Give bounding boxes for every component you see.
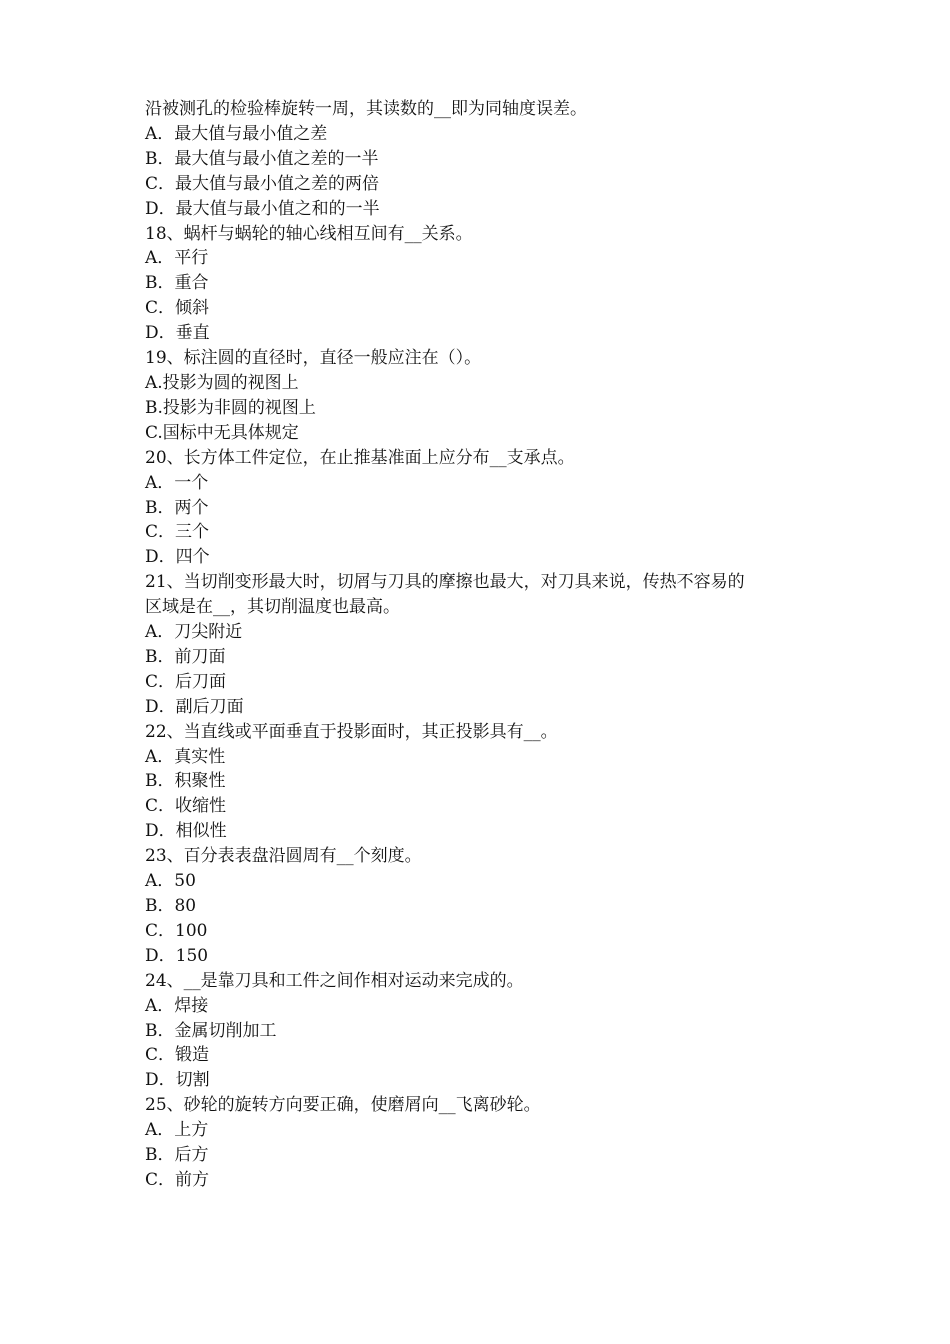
- option-24-a: A．焊接: [145, 995, 209, 1016]
- option-23-d: D．150: [145, 945, 209, 966]
- option-18-a: A．平行: [145, 248, 209, 269]
- question-21-line-2: 区域是在__，其切削温度也最高。: [145, 597, 400, 618]
- option-24-b: B．金属切削加工: [145, 1020, 277, 1041]
- option-21-a: A．刀尖附近: [145, 622, 243, 643]
- question-17-stem-tail: 沿被测孔的检验棒旋转一周，其读数的__即为同轴度误差。: [145, 99, 587, 119]
- option-18-c: C．倾斜: [145, 298, 210, 319]
- option-24-c: C．锻造: [145, 1045, 210, 1066]
- option-18-d: D．垂直: [145, 323, 210, 344]
- option-19-c: C.国标中无具体规定: [145, 422, 299, 443]
- option-20-b: B．两个: [145, 497, 209, 518]
- option-23-b: B．80: [145, 896, 197, 916]
- question-20: 20、长方体工件定位，在止推基准面上应分布__支承点。: [145, 447, 575, 468]
- option-20-d: D．四个: [145, 547, 210, 568]
- option-22-b: B．积聚性: [145, 771, 226, 792]
- option-22-d: D．相似性: [145, 821, 227, 842]
- document-page: [145, 97, 835, 1193]
- option-17-a: A．最大值与最小值之差: [145, 123, 328, 144]
- question-18: 18、蜗杆与蜗轮的轴心线相互间有__关系。: [145, 223, 473, 244]
- option-25-c: C．前方: [145, 1169, 210, 1190]
- option-21-d: D．副后刀面: [145, 696, 244, 717]
- option-19-a: A.投影为圆的视图上: [145, 372, 299, 393]
- question-21-line-1: 21、当切削变形最大时，切屑与刀具的摩擦也最大，对刀具来说，传热不容易的: [145, 572, 745, 593]
- option-20-c: C．三个: [145, 522, 210, 543]
- option-17-b: B．最大值与最小值之差的一半: [145, 148, 379, 169]
- option-17-c: C．最大值与最小值之差的两倍: [145, 173, 380, 194]
- option-25-b: B．后方: [145, 1145, 209, 1166]
- option-22-c: C．收缩性: [145, 796, 227, 817]
- option-17-d: D．最大值与最小值之和的一半: [145, 198, 380, 219]
- option-24-d: D．切割: [145, 1070, 210, 1091]
- option-21-b: B．前刀面: [145, 646, 226, 667]
- option-23-a: A．50: [145, 871, 196, 892]
- option-25-a: A．上方: [145, 1120, 209, 1141]
- question-24: 24、__是靠刀具和工件之间作相对运动来完成的。: [145, 970, 524, 991]
- question-19: 19、标注圆的直径时，直径一般应注在（）。: [145, 348, 482, 369]
- option-18-b: B．重合: [145, 273, 209, 294]
- option-21-c: C．后刀面: [145, 671, 227, 692]
- option-19-b: B.投影为非圆的视图上: [145, 397, 316, 418]
- option-23-c: C．100: [145, 920, 208, 941]
- option-22-a: A．真实性: [145, 746, 226, 767]
- question-22: 22、当直线或平面垂直于投影面时，其正投影具有__。: [145, 721, 558, 742]
- question-23: 23、百分表表盘沿圆周有__个刻度。: [145, 846, 422, 867]
- question-25: 25、砂轮的旋转方向要正确，使磨屑向__飞离砂轮。: [145, 1095, 541, 1116]
- option-20-a: A．一个: [145, 472, 209, 493]
